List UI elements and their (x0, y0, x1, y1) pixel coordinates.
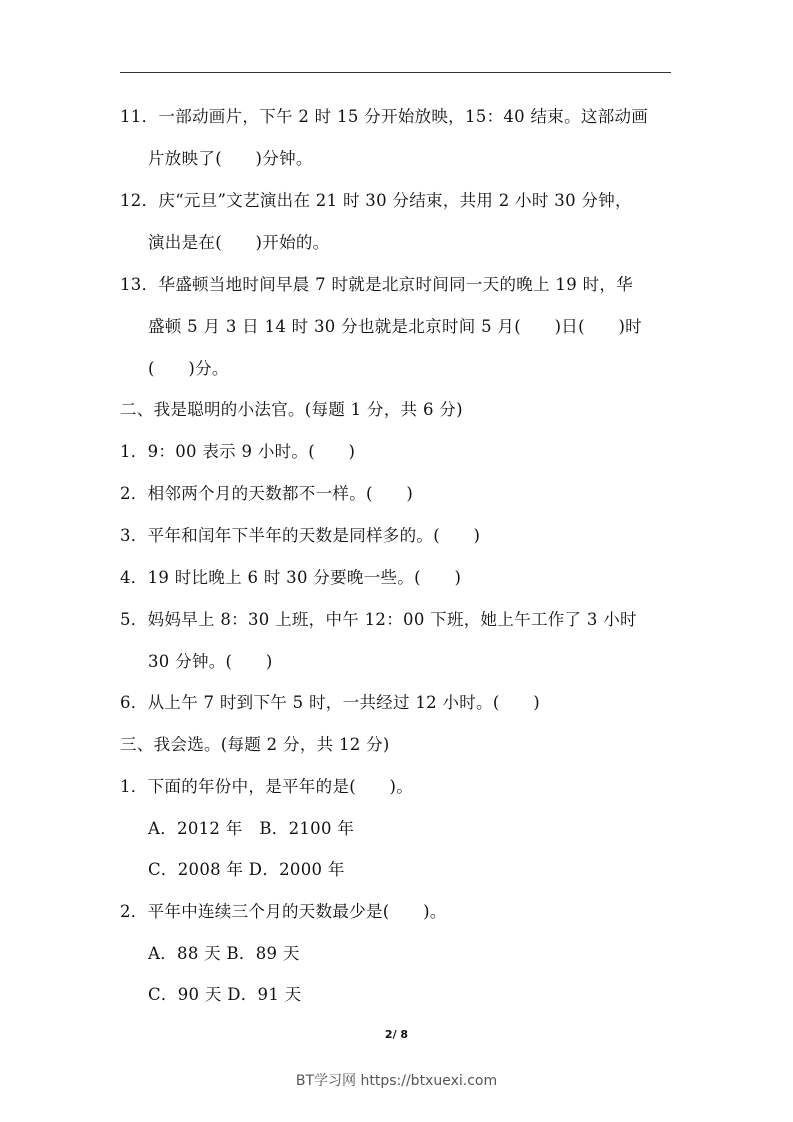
question-11-line-1: 11．一部动画片，下午 2 时 15 分开始放映，15：40 结束。这部动画 (120, 107, 649, 126)
question-13-line-1: 13．华盛顿当地时间早晨 7 时就是北京时间同一天的晚上 19 时，华 (120, 275, 633, 294)
header-rule (120, 72, 671, 73)
choice-question-2: 2．平年中连续三个月的天数最少是( )。 (120, 902, 447, 921)
question-12-line-2: 演出是在( )开始的。 (148, 233, 330, 252)
question-11-line-2: 片放映了( )分钟。 (148, 149, 313, 168)
choice-question-2-options-ab: A．88 天 B．89 天 (148, 944, 300, 963)
judge-item-5-line-1: 5．妈妈早上 8：30 上班，中午 12：00 下班，她上午工作了 3 小时 (120, 610, 637, 629)
choice-question-2-options-cd: C．90 天 D．91 天 (148, 985, 302, 1004)
judge-item-6: 6．从上午 7 时到下午 5 时，一共经过 12 小时。( ) (120, 693, 540, 712)
choice-question-1-options-ab: A．2012 年 B．2100 年 (148, 819, 355, 838)
choice-question-1-options-cd: C．2008 年 D．2000 年 (148, 860, 345, 879)
section-2-title: 二、我是聪明的小法官。(每题 1 分，共 6 分) (120, 400, 463, 419)
judge-item-5-line-2: 30 分钟。( ) (148, 652, 273, 671)
question-13-line-3: ( )分。 (148, 359, 229, 378)
judge-item-2: 2．相邻两个月的天数都不一样。( ) (120, 484, 414, 503)
question-12-line-1: 12．庆“元旦”文艺演出在 21 时 30 分结束，共用 2 小时 30 分钟， (120, 191, 632, 210)
section-3-title: 三、我会选。(每题 2 分，共 12 分) (120, 735, 390, 754)
site-watermark: BT学习网 https://btxuexi.com (295, 1073, 498, 1089)
judge-item-1: 1．9：00 表示 9 小时。( ) (120, 442, 356, 461)
question-13-line-2: 盛顿 5 月 3 日 14 时 30 分也就是北京时间 5 月( )日( )时 (148, 317, 642, 336)
page-number: 2/ 8 (384, 1028, 409, 1041)
judge-item-3: 3．平年和闰年下半年的天数是同样多的。( ) (120, 526, 481, 545)
judge-item-4: 4．19 时比晚上 6 时 30 分要晚一些。( ) (120, 568, 462, 587)
choice-question-1: 1．下面的年份中，是平年的是( )。 (120, 777, 414, 796)
